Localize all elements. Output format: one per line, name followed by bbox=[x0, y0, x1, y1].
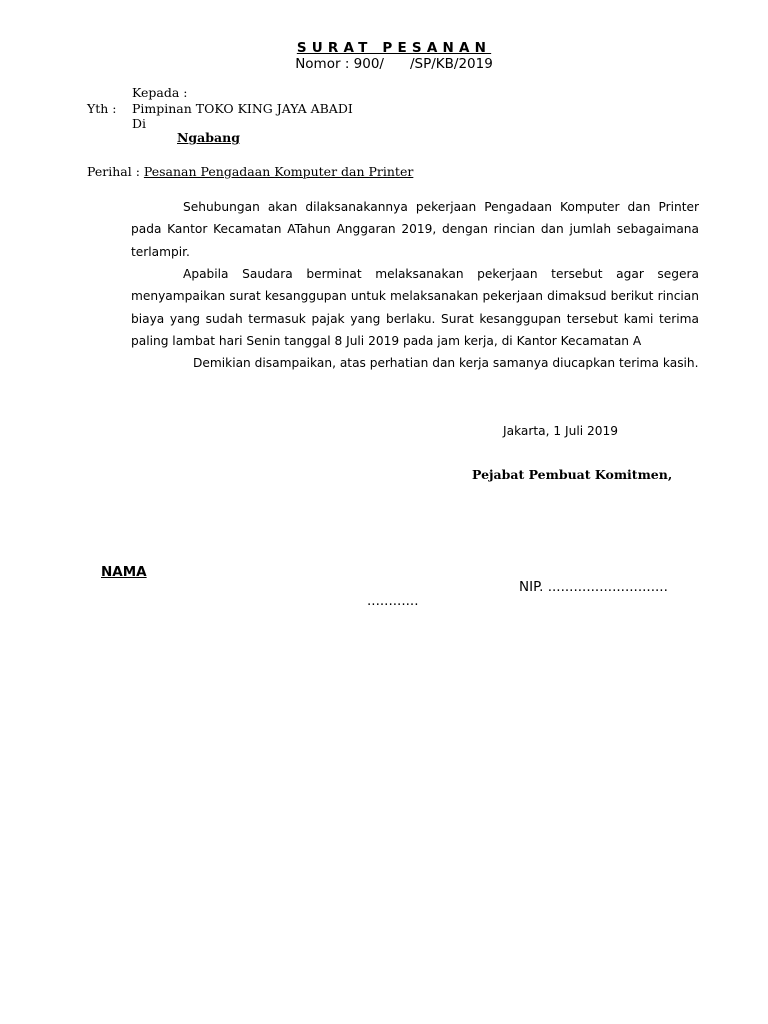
signatory-name: NAMA bbox=[101, 564, 147, 580]
letter-number-suffix: /SP/KB/2019 bbox=[409, 56, 493, 72]
signatory-nip: NIP. ............................ bbox=[519, 579, 668, 595]
body-paragraph-1 bbox=[131, 196, 699, 263]
di-label: Di bbox=[132, 116, 147, 131]
letter-number bbox=[0, 56, 768, 72]
yth-label: Yth : bbox=[87, 101, 117, 116]
letter-number-prefix: Nomor : 900/ bbox=[295, 56, 384, 72]
closing-text: Demikian disampaikan, atas perhatian dan kerja samanya diucapkan terima kasih. bbox=[193, 356, 699, 370]
body-paragraph-2 bbox=[131, 263, 699, 353]
recipient-place: Ngabang bbox=[177, 130, 240, 145]
nip-dots: ............ bbox=[367, 593, 419, 609]
place-date: Jakarta, 1 Juli 2019 bbox=[503, 424, 618, 438]
kepada-label: Kepada : bbox=[132, 85, 188, 100]
body-paragraph-2-text: Apabila Saudara berminat melaksanakan pekerjaan tersebut agar segera menyampaikan surat kesanggupan untuk melaksanakan pekerjaan dimaksud berikut rincian biaya yang sudah termasuk pajak yang berlaku. Surat kesanggupan tersebut kami terima paling lambat hari Senin tanggal 8 Juli 2019 pada jam kerja, di Kantor Kecamatan A bbox=[131, 267, 699, 349]
signatory-position: Pejabat Pembuat Komitmen, bbox=[472, 467, 673, 482]
letter-title: SURAT PESANAN bbox=[296, 40, 492, 56]
recipient-name: Pimpinan TOKO KING JAYA ABADI bbox=[132, 101, 353, 116]
body-paragraph-1-text: Sehubungan akan dilaksanakannya pekerjaan Pengadaan Komputer dan Printer pada Kantor Kecamatan ATahun Anggaran 2019, dengan rincian dan jumlah sebagaimana terlampir. bbox=[131, 200, 699, 259]
subject-line bbox=[87, 164, 413, 179]
subject-text: Pesanan Pengadaan Komputer dan Printer bbox=[143, 164, 414, 179]
subject-label: Perihal : bbox=[87, 164, 140, 179]
